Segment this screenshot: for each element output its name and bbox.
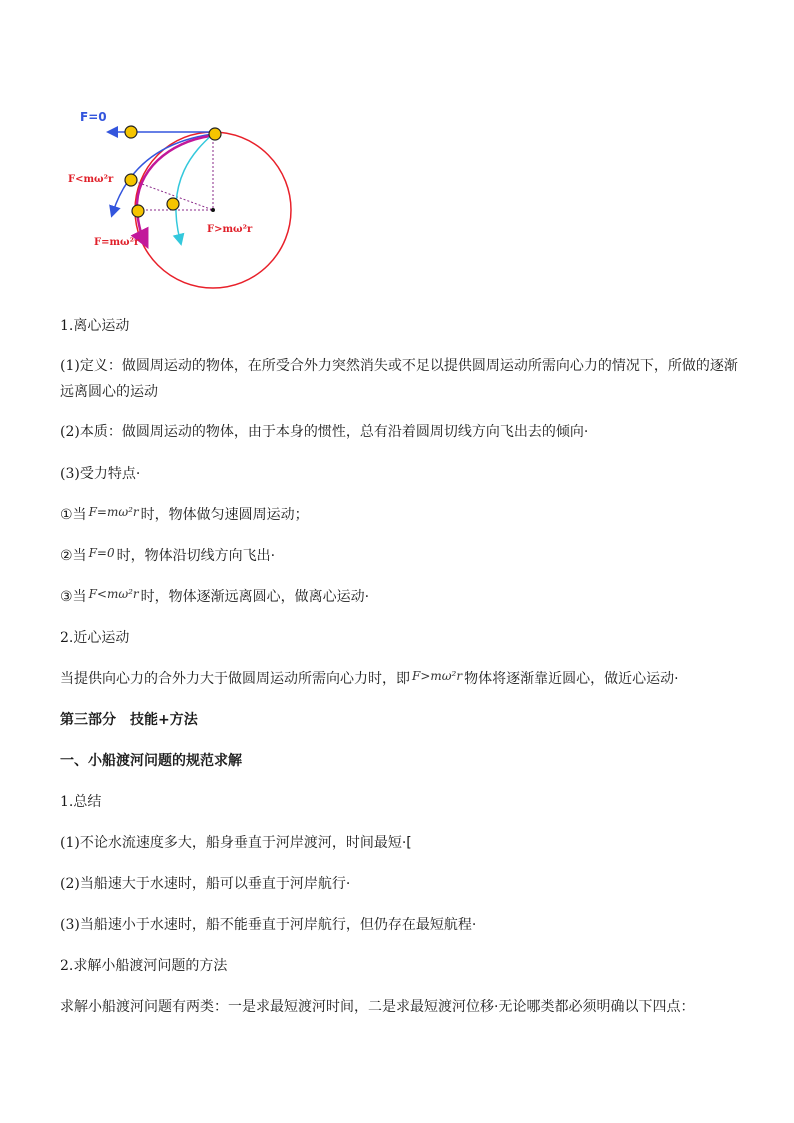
ball-blue bbox=[125, 174, 137, 186]
section-3-title: 1.总结 bbox=[60, 794, 102, 810]
section-1-title: 1.离心运动 bbox=[60, 318, 130, 334]
summary-item-1: (1)不论水流速度多大，船身垂直于河岸渡河，时间最短·[ bbox=[60, 835, 412, 851]
centripetal-paragraph: 当提供向心力的合外力大于做圆周运动所需向心力时，即 F>mω²r 物体将逐渐靠近圆心，做近心运动· bbox=[60, 669, 679, 687]
label-f-zero: F=0 bbox=[80, 110, 107, 124]
condition-3: ③当 F<mω²r 时，物体逐渐远离圆心，做离心运动· bbox=[60, 587, 370, 605]
label-f-equal: F=mω²r bbox=[94, 237, 140, 248]
centrifugal-motion-diagram bbox=[0, 0, 794, 300]
method-paragraph: 求解小船渡河问题有两类：一是求最短渡河时间，二是求最短渡河位移·无论哪类都必须明确以下四点： bbox=[60, 999, 695, 1015]
magenta-path bbox=[137, 136, 210, 240]
label-f-greater: F>mω²r bbox=[207, 224, 253, 235]
center-dot bbox=[211, 208, 215, 212]
summary-item-3: (3)当船速小于水速时，船不能垂直于河岸航行，但仍存在最短航程· bbox=[60, 917, 477, 933]
formula-less: F<mω²r bbox=[88, 587, 139, 601]
condition-1: ①当 F=mω²r 时，物体做匀速圆周运动； bbox=[60, 505, 309, 523]
definition-paragraph: (1)定义：做圆周运动的物体，在所受合外力突然消失或不足以提供圆周运动所需向心力的情况下，所做的逐渐远离圆心的运动 bbox=[60, 358, 738, 400]
ball-cyan bbox=[167, 198, 179, 210]
section-4-title: 2.求解小船渡河问题的方法 bbox=[60, 958, 228, 974]
summary-item-2: (2)当船速大于水速时，船可以垂直于河岸航行· bbox=[60, 876, 351, 892]
boat-crossing-heading: 一、小船渡河问题的规范求解 bbox=[60, 753, 242, 769]
formula-greater: F>mω²r bbox=[412, 669, 463, 683]
ball-tangent bbox=[125, 126, 137, 138]
essence-paragraph: (2)本质：做圆周运动的物体，由于本身的惯性，总有沿着圆周切线方向飞出去的倾向· bbox=[60, 424, 589, 440]
force-feature-paragraph: (3)受力特点· bbox=[60, 466, 141, 482]
label-f-less: F<mω²r bbox=[68, 174, 114, 185]
part-3-heading: 第三部分 技能+方法 bbox=[60, 712, 198, 728]
section-2-title: 2.近心运动 bbox=[60, 630, 130, 646]
ball-top bbox=[209, 128, 221, 140]
formula-zero: F=0 bbox=[88, 546, 115, 560]
ball-circle bbox=[132, 205, 144, 217]
condition-2: ②当 F=0 时，物体沿切线方向飞出· bbox=[60, 546, 276, 564]
formula-equal: F=mω²r bbox=[88, 505, 139, 519]
blue-path bbox=[113, 134, 213, 212]
